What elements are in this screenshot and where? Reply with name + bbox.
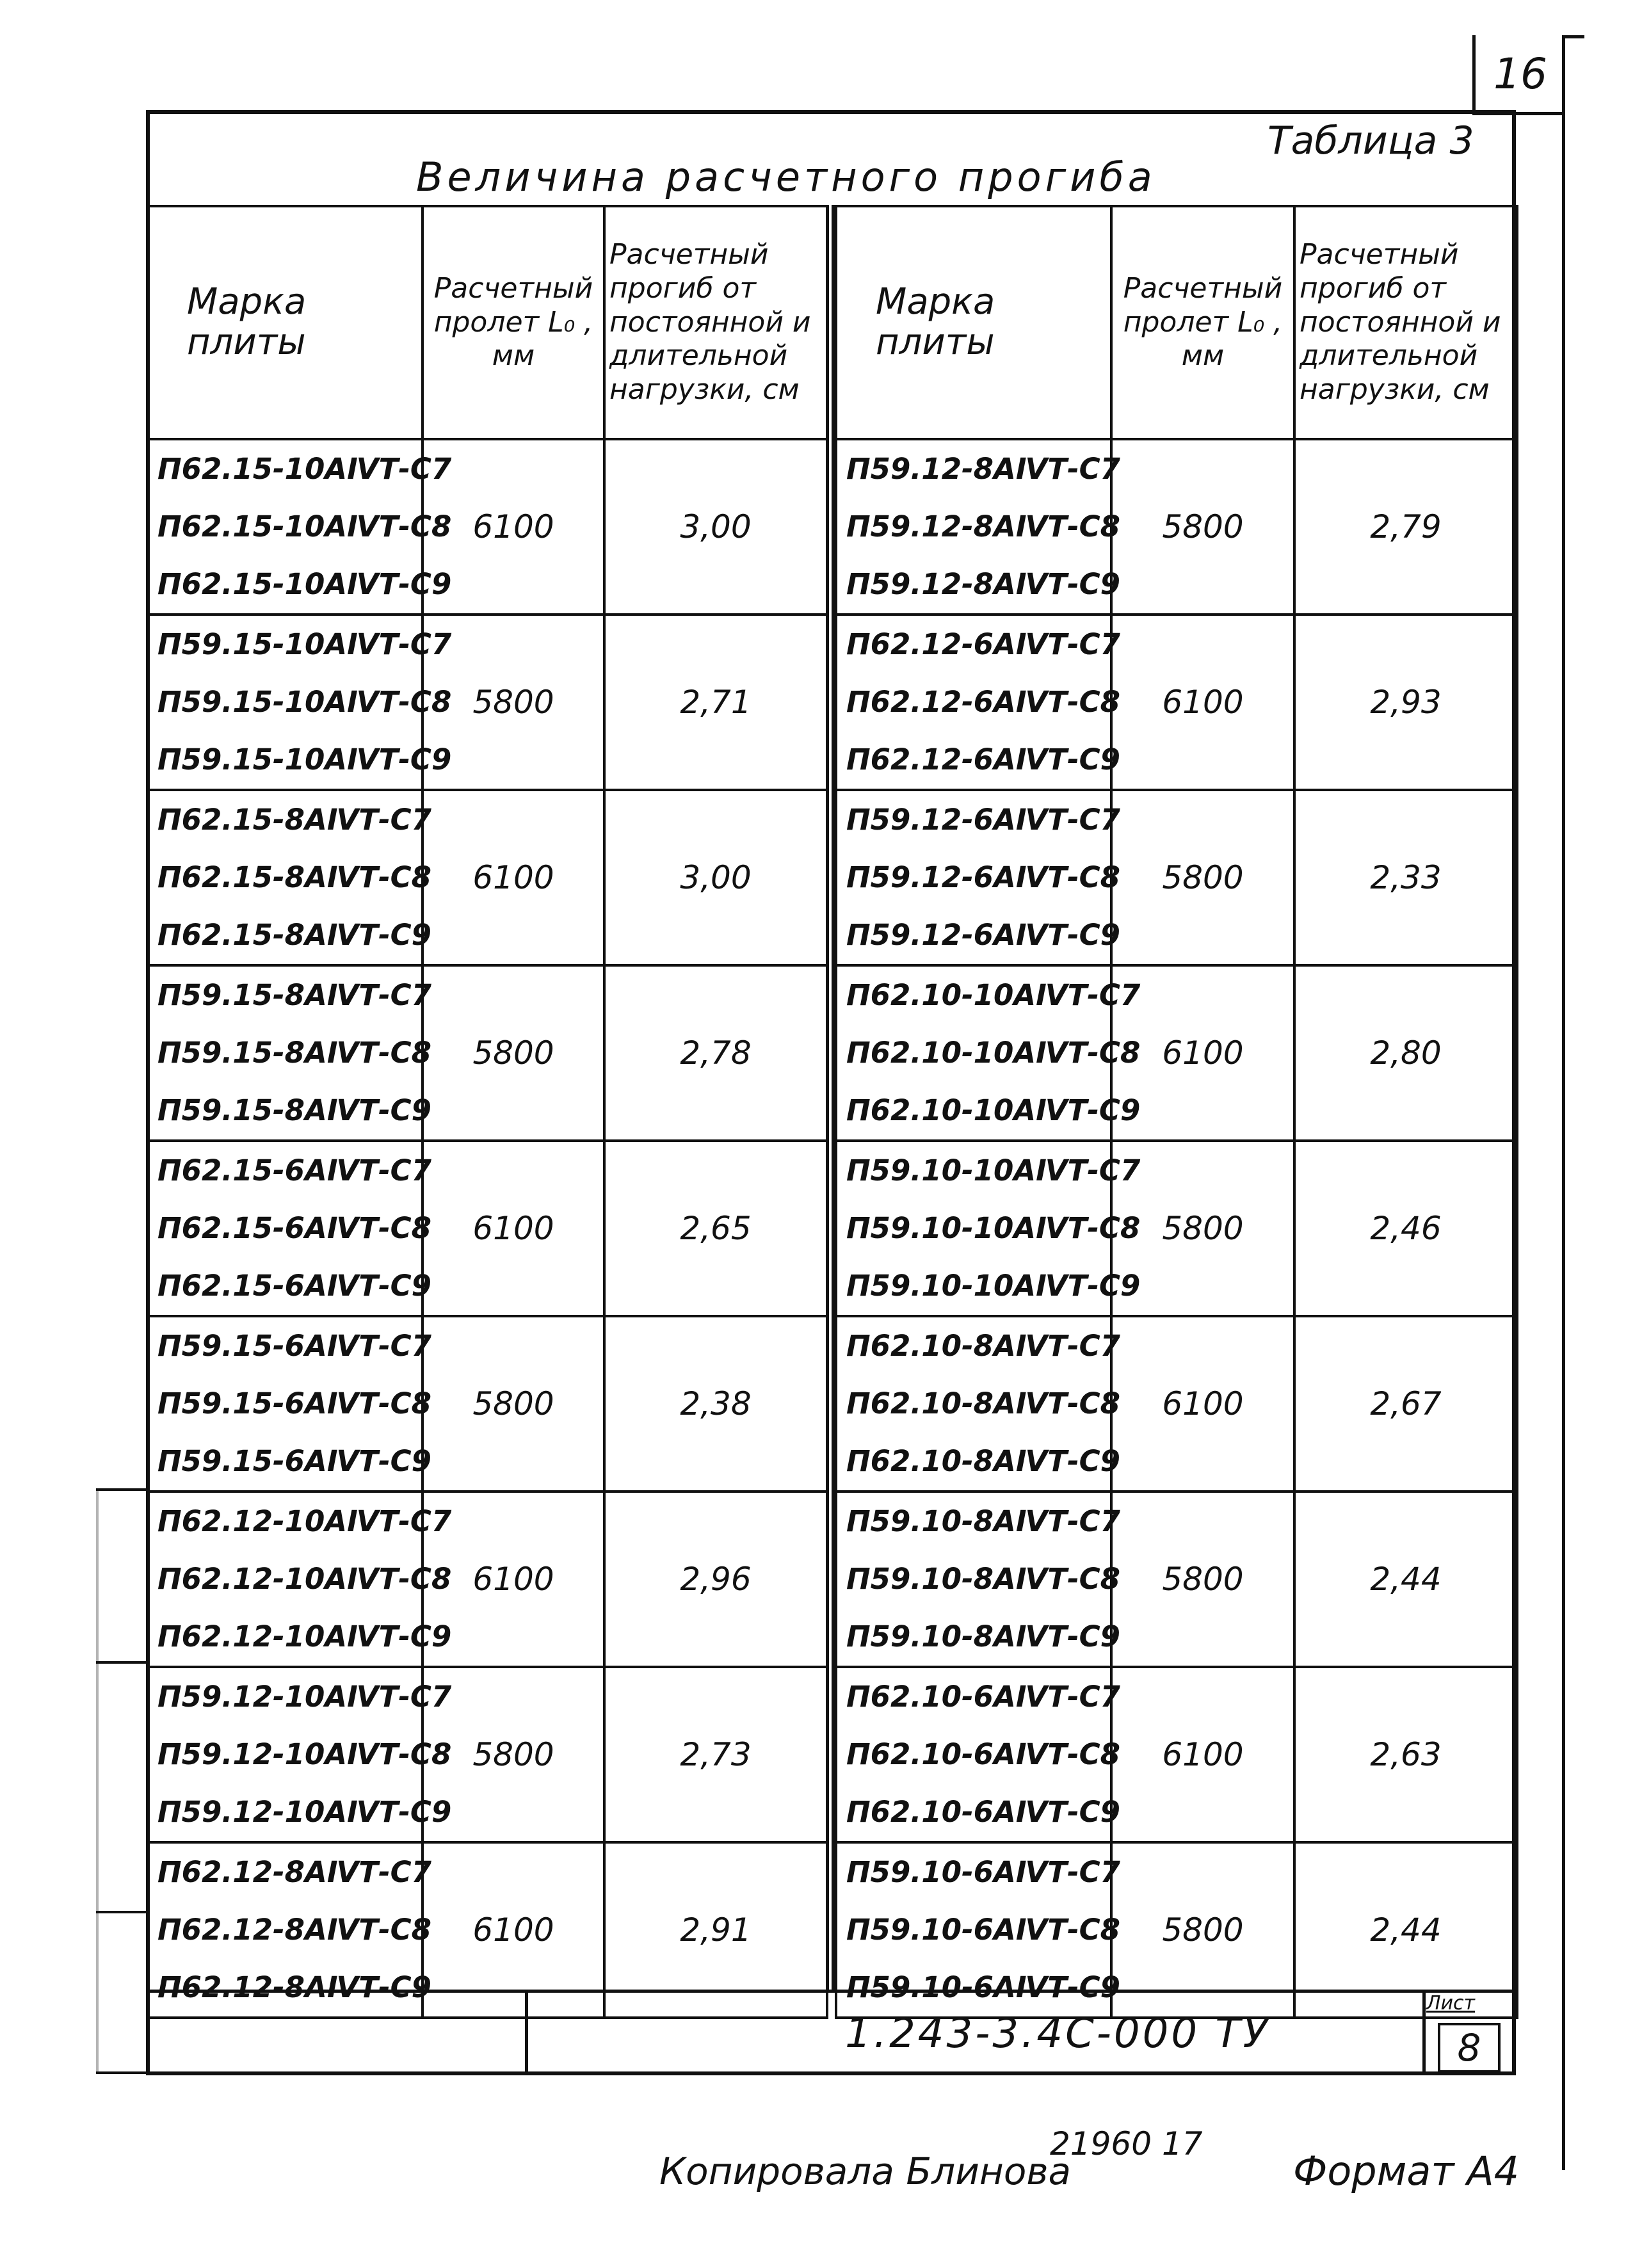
slab-mark: П59.10-6АⅣТ-С8	[846, 1913, 1120, 1947]
left-mark-cell	[147, 790, 431, 965]
left-row	[147, 615, 827, 790]
slab-mark: П62.15-8АⅣТ-С7	[157, 803, 431, 837]
slab-mark: П62.10-6АⅣТ-С7	[846, 1680, 1120, 1714]
right-span-cell: 5800	[1111, 1842, 1294, 2018]
right-row	[836, 1667, 1517, 1842]
right-mark-cell	[836, 1141, 1141, 1316]
table-separator	[826, 205, 835, 1991]
margin-tick	[96, 1911, 146, 1913]
left-span-cell: 6100	[423, 1492, 604, 1667]
left-row	[147, 1141, 827, 1316]
slab-mark: П59.12-8АⅣТ-С9	[846, 567, 1120, 601]
right-span-cell: 6100	[1111, 1316, 1294, 1492]
right-row	[836, 1141, 1517, 1316]
left-mark-cell	[147, 1141, 431, 1316]
left-row	[147, 1316, 827, 1492]
copy-numbers: 21960 17	[1050, 2125, 1203, 2162]
right-header-mark: Марка плиты	[836, 206, 1111, 439]
left-header-span: Расчетный пролет L₀ , мм	[423, 206, 604, 439]
slab-mark: П59.15-10АⅣТ-С9	[157, 743, 452, 776]
slab-mark: П62.15-6АⅣТ-С8	[157, 1211, 431, 1245]
right-row	[836, 1492, 1517, 1667]
slab-mark: П62.10-10АⅣТ-С9	[846, 1093, 1141, 1127]
left-mark-cell	[147, 1316, 431, 1492]
right-span-cell: 5800	[1111, 1141, 1294, 1316]
left-span-cell: 6100	[423, 439, 604, 615]
margin-tick	[96, 1488, 146, 1491]
left-row	[147, 790, 827, 965]
right-deflection-cell: 2,44	[1294, 1492, 1517, 1667]
slab-mark: П62.10-10АⅣТ-С8	[846, 1036, 1141, 1070]
slab-mark: П59.10-10АⅣТ-С7	[846, 1154, 1141, 1187]
title-block	[146, 1990, 1516, 2079]
right-span-cell: 5800	[1111, 790, 1294, 965]
slab-mark: П59.10-6АⅣТ-С9	[846, 1970, 1120, 2004]
left-deflection-cell: 3,00	[604, 790, 827, 965]
slab-mark: П59.12-8АⅣТ-С7	[846, 452, 1120, 486]
slab-mark: П62.15-6АⅣТ-С7	[157, 1154, 431, 1187]
right-header-span: Расчетный пролет L₀ , мм	[1111, 206, 1294, 439]
margin-tick	[96, 1661, 146, 1664]
left-span-cell: 6100	[423, 790, 604, 965]
left-span-cell: 5800	[423, 1667, 604, 1842]
left-header-row	[147, 206, 827, 439]
right-deflection-cell: 2,80	[1294, 965, 1517, 1141]
right-header-deflection: Расчетный прогиб от постоянной и длительной нагрузки, см	[1294, 206, 1517, 439]
sheet-box-label: Лист	[1426, 1992, 1476, 2015]
slab-mark: П62.15-10АⅣТ-С8	[157, 510, 452, 543]
right-row	[836, 790, 1517, 965]
slab-mark: П59.12-10АⅣТ-С9	[157, 1795, 452, 1829]
slab-mark: П59.15-10АⅣТ-С7	[157, 627, 452, 661]
right-span-cell: 6100	[1111, 615, 1294, 790]
right-mark-cell	[836, 615, 1120, 790]
left-table-body	[147, 439, 827, 2018]
left-span-cell: 5800	[423, 965, 604, 1141]
slab-mark: П62.12-8АⅣТ-С9	[157, 1970, 431, 2004]
slab-mark: П59.10-10АⅣТ-С8	[846, 1211, 1141, 1245]
right-mark-cell	[836, 1667, 1120, 1842]
right-header-row	[836, 206, 1517, 439]
right-deflection-cell: 2,63	[1294, 1667, 1517, 1842]
left-deflection-cell: 2,91	[604, 1842, 827, 2018]
slab-mark: П59.15-10АⅣТ-С8	[157, 685, 452, 719]
left-span-cell: 6100	[423, 1141, 604, 1316]
slab-mark: П62.12-8АⅣТ-С8	[157, 1913, 431, 1947]
slab-mark: П59.15-6АⅣТ-С7	[157, 1329, 431, 1363]
right-row	[836, 439, 1517, 615]
slab-mark: П59.10-8АⅣТ-С7	[846, 1504, 1120, 1538]
slab-mark: П62.15-10АⅣТ-С7	[157, 452, 452, 486]
left-deflection-cell: 2,78	[604, 965, 827, 1141]
slab-mark: П59.10-6АⅣТ-С7	[846, 1855, 1120, 1889]
title-block-divider	[525, 1990, 528, 2075]
right-deflection-cell: 2,67	[1294, 1316, 1517, 1492]
slab-mark: П62.12-10АⅣТ-С9	[157, 1620, 452, 1653]
left-span-cell: 5800	[423, 615, 604, 790]
slab-mark: П59.15-8АⅣТ-С9	[157, 1093, 431, 1127]
slab-mark: П62.12-8АⅣТ-С7	[157, 1855, 431, 1889]
slab-mark: П62.10-8АⅣТ-С7	[846, 1329, 1120, 1363]
slab-mark: П62.12-6АⅣТ-С7	[846, 627, 1120, 661]
sheet-box-number: 8	[1438, 2023, 1501, 2073]
slab-mark: П59.12-10АⅣТ-С8	[157, 1737, 452, 1771]
left-row	[147, 439, 827, 615]
margin-tick	[96, 2071, 146, 2074]
slab-mark: П62.10-6АⅣТ-С8	[846, 1737, 1120, 1771]
paper-format: Формат А4	[1293, 2148, 1520, 2194]
right-mark-cell	[836, 965, 1141, 1141]
left-mark-cell	[147, 1667, 452, 1842]
slab-mark: П59.12-6АⅣТ-С7	[846, 803, 1120, 837]
left-deflection-cell: 2,38	[604, 1316, 827, 1492]
right-table-body	[836, 439, 1517, 2018]
left-table	[146, 205, 828, 2019]
left-deflection-cell: 2,65	[604, 1141, 827, 1316]
right-row	[836, 615, 1517, 790]
copied-by: Копировала Блинова	[659, 2150, 1072, 2193]
left-mark-cell	[147, 965, 431, 1141]
right-deflection-cell: 2,93	[1294, 615, 1517, 790]
left-mark-cell	[147, 1492, 452, 1667]
slab-mark: П62.15-6АⅣТ-С9	[157, 1269, 431, 1303]
left-row	[147, 1492, 827, 1667]
left-deflection-cell: 2,96	[604, 1492, 827, 1667]
right-span-cell: 6100	[1111, 965, 1294, 1141]
slab-mark: П62.15-8АⅣТ-С8	[157, 860, 431, 894]
slab-mark: П62.10-6АⅣТ-С9	[846, 1795, 1120, 1829]
slab-mark: П62.12-10АⅣТ-С8	[157, 1562, 452, 1596]
document-code: 1.243-3.4С-000 ТУ	[845, 2010, 1271, 2057]
right-deflection-cell: 2,44	[1294, 1842, 1517, 2018]
slab-mark: П59.10-8АⅣТ-С8	[846, 1562, 1120, 1596]
left-header-mark: Марка плиты	[147, 206, 423, 439]
slab-mark: П59.12-6АⅣТ-С8	[846, 860, 1120, 894]
left-span-cell: 5800	[423, 1316, 604, 1492]
right-mark-cell	[836, 790, 1120, 965]
slab-mark: П59.10-10АⅣТ-С9	[846, 1269, 1141, 1303]
right-mark-cell	[836, 439, 1120, 615]
right-span-cell: 5800	[1111, 1492, 1294, 1667]
slab-mark: П62.15-10АⅣТ-С9	[157, 567, 452, 601]
left-mark-cell	[147, 615, 452, 790]
left-span-cell: 6100	[423, 1842, 604, 2018]
slab-mark: П62.12-6АⅣТ-С8	[846, 685, 1120, 719]
left-deflection-cell: 2,73	[604, 1667, 827, 1842]
right-span-cell: 5800	[1111, 439, 1294, 615]
right-mark-cell	[836, 1492, 1120, 1667]
slab-mark: П62.10-8АⅣТ-С8	[846, 1387, 1120, 1420]
right-deflection-cell: 2,79	[1294, 439, 1517, 615]
slab-mark: П59.15-8АⅣТ-С7	[157, 978, 431, 1012]
right-table	[835, 205, 1518, 2019]
right-border-mark	[1562, 35, 1584, 2170]
slab-mark: П62.12-10АⅣТ-С7	[157, 1504, 452, 1538]
left-row	[147, 965, 827, 1141]
left-deflection-cell: 3,00	[604, 439, 827, 615]
table-title: Величина расчетного прогиба	[416, 154, 1156, 200]
slab-mark: П59.15-6АⅣТ-С8	[157, 1387, 431, 1420]
slab-mark: П62.15-8АⅣТ-С9	[157, 918, 431, 952]
slab-mark: П59.12-8АⅣТ-С8	[846, 510, 1120, 543]
right-mark-cell	[836, 1316, 1120, 1492]
table-label: Таблица 3	[1268, 118, 1474, 163]
slab-mark: П62.12-6АⅣТ-С9	[846, 743, 1120, 776]
slab-mark: П59.10-8АⅣТ-С9	[846, 1620, 1120, 1653]
left-row	[147, 1667, 827, 1842]
slab-mark: П62.10-10АⅣТ-С7	[846, 978, 1141, 1012]
slab-mark: П59.12-10АⅣТ-С7	[157, 1680, 452, 1714]
slab-mark: П59.15-6АⅣТ-С9	[157, 1444, 431, 1478]
slab-mark: П59.12-6АⅣТ-С9	[846, 918, 1120, 952]
slab-mark: П62.10-8АⅣТ-С9	[846, 1444, 1120, 1478]
binding-margin-ticks	[96, 1488, 146, 2074]
left-header-deflection: Расчетный прогиб от постоянной и длительной нагрузки, см	[604, 206, 827, 439]
sheet-number: 16	[1472, 35, 1565, 115]
right-deflection-cell: 2,46	[1294, 1141, 1517, 1316]
right-row	[836, 965, 1517, 1141]
right-span-cell: 6100	[1111, 1667, 1294, 1842]
right-row	[836, 1316, 1517, 1492]
left-deflection-cell: 2,71	[604, 615, 827, 790]
slab-mark: П59.15-8АⅣТ-С8	[157, 1036, 431, 1070]
left-mark-cell	[147, 439, 452, 615]
right-deflection-cell: 2,33	[1294, 790, 1517, 965]
